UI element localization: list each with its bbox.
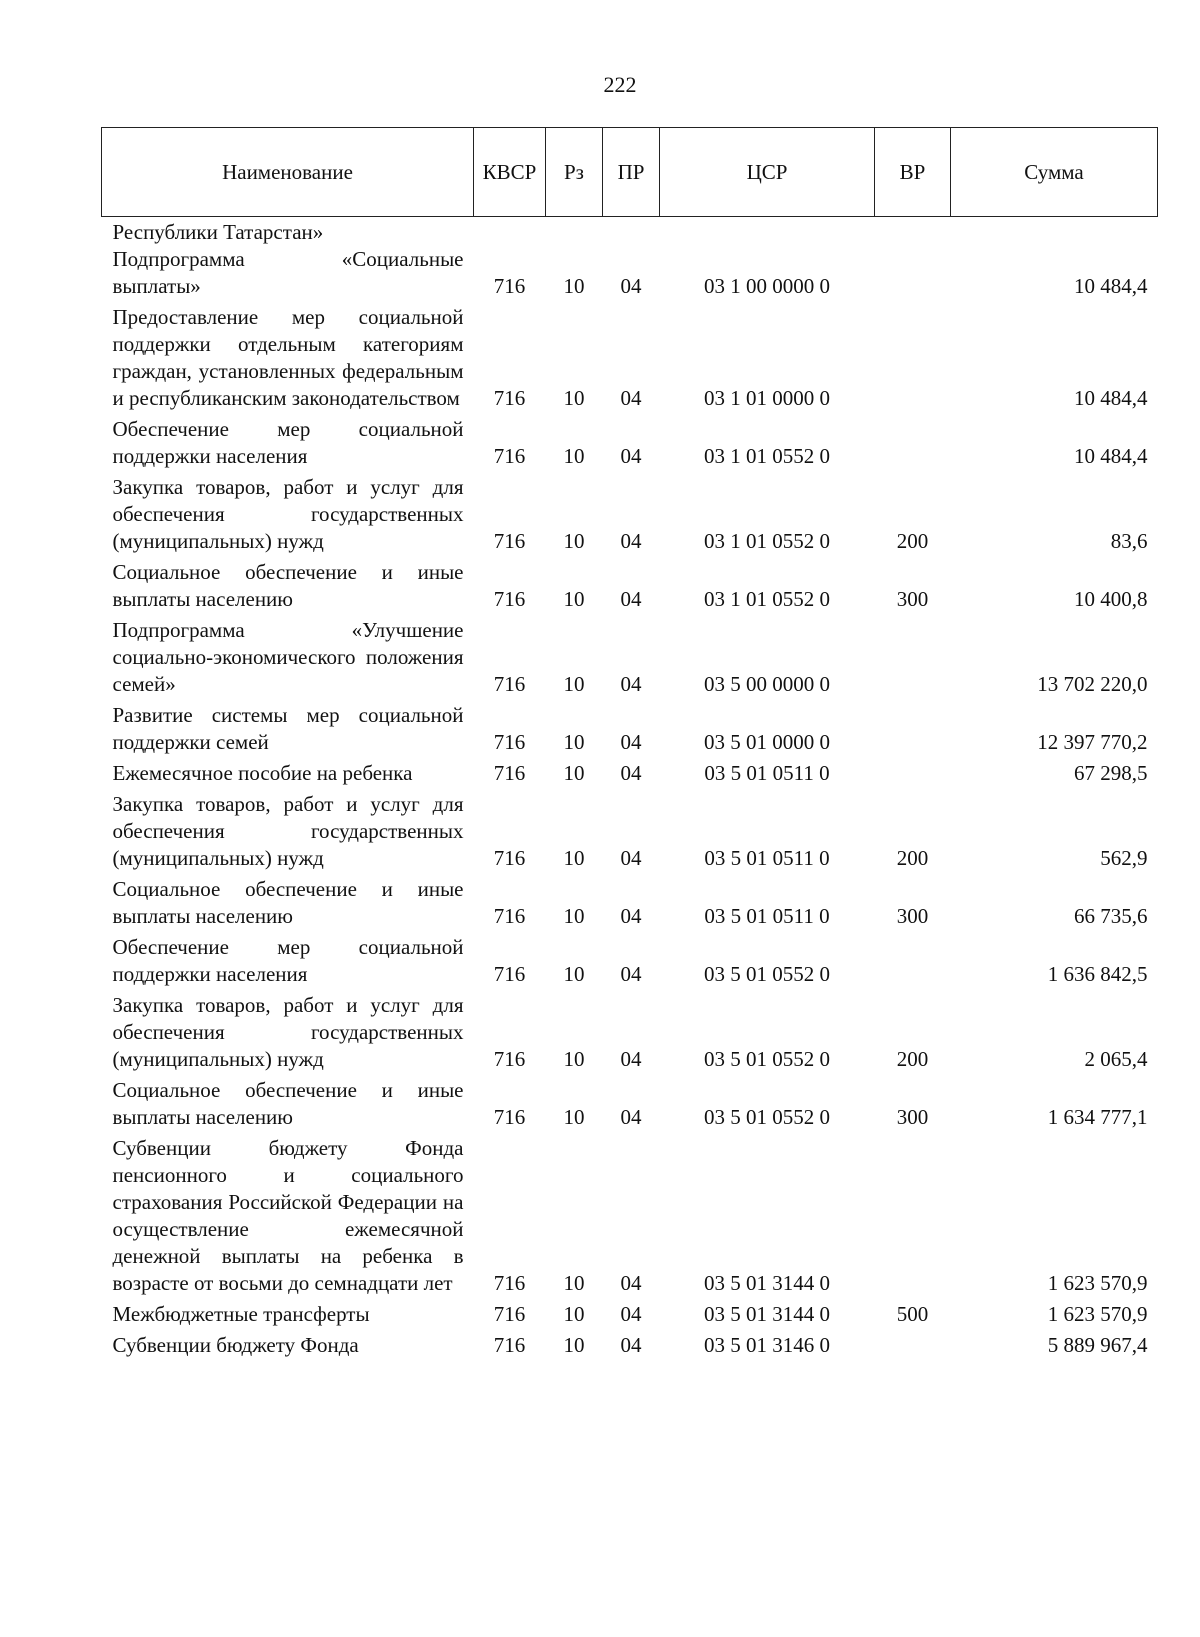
cell-pr: 04 xyxy=(620,587,642,611)
cell-pr: 04 xyxy=(620,444,642,468)
cell-csr: 03 1 01 0000 0 xyxy=(704,386,830,410)
cell-sum: 13 702 220,0 xyxy=(1037,672,1148,696)
header-kvsr: КВСР xyxy=(474,128,546,217)
cell-rz: 10 xyxy=(563,587,585,611)
cell-vr xyxy=(875,617,951,702)
page-number: 222 xyxy=(603,72,637,97)
cell-csr: 03 5 01 0511 0 xyxy=(704,761,830,785)
budget-table-container xyxy=(101,127,1157,1363)
cell-sum: 1 634 777,1 xyxy=(1047,1105,1148,1129)
cell-kvsr: 716 xyxy=(493,529,526,553)
table-row xyxy=(102,760,1158,791)
cell-rz: 10 xyxy=(563,386,585,410)
table-row xyxy=(102,934,1158,992)
cell-rz: 10 xyxy=(563,1047,585,1071)
cell-name: Закупка товаров, работ и услуг для обеспечения государственных (муниципальных) нужд xyxy=(112,475,464,553)
cell-kvsr: 716 xyxy=(493,1271,526,1295)
table-row xyxy=(102,559,1158,617)
cell-vr xyxy=(875,760,951,791)
cell-name: Субвенции бюджету Фонда пенсионного и социального страхования Российской Федерации на осуществление ежемесячной денежной выплаты на ребенка в возрасте от восьми до семнадцати лет xyxy=(112,1136,464,1295)
table-row xyxy=(102,1077,1158,1135)
cell-pr: 04 xyxy=(620,1047,642,1071)
cell-csr: 03 5 01 0552 0 xyxy=(704,1047,830,1071)
cell-pr: 04 xyxy=(620,904,642,928)
cell-name: Субвенции бюджету Фонда xyxy=(112,1333,359,1357)
budget-table xyxy=(101,127,1158,1363)
table-row xyxy=(102,617,1158,702)
cell-vr: 300 xyxy=(896,1105,929,1129)
cell-rz: 10 xyxy=(563,846,585,870)
cell-vr xyxy=(875,702,951,760)
cell-sum: 5 889 967,4 xyxy=(1047,1333,1148,1357)
cell-csr: 03 5 01 0552 0 xyxy=(704,962,830,986)
cell-rz: 10 xyxy=(563,1271,585,1295)
cell-vr: 500 xyxy=(896,1302,929,1326)
cell-csr: 03 5 01 0000 0 xyxy=(704,730,830,754)
table-row xyxy=(102,474,1158,559)
cell-csr: 03 5 01 0552 0 xyxy=(704,1105,830,1129)
cell-pr: 04 xyxy=(620,962,642,986)
cell-rz: 10 xyxy=(563,1105,585,1129)
cell-pr: 04 xyxy=(620,1271,642,1295)
cell-kvsr: 716 xyxy=(493,761,526,785)
cell-vr: 300 xyxy=(896,587,929,611)
cell-sum: 10 484,4 xyxy=(1074,274,1148,298)
cell-pr: 04 xyxy=(620,730,642,754)
cell-name: Ежемесячное пособие на ребенка xyxy=(112,761,413,785)
cell-kvsr: 716 xyxy=(493,962,526,986)
cell-sum: 12 397 770,2 xyxy=(1037,730,1148,754)
header-sum: Сумма xyxy=(951,128,1158,217)
cell-name: Социальное обеспечение и иные выплаты населению xyxy=(112,877,464,928)
cell-sum: 83,6 xyxy=(1110,529,1148,553)
cell-kvsr: 716 xyxy=(493,587,526,611)
cell-kvsr: 716 xyxy=(493,730,526,754)
cell-name: Закупка товаров, работ и услуг для обеспечения государственных (муниципальных) нужд xyxy=(112,993,464,1071)
table-row xyxy=(102,416,1158,474)
cell-name: Предоставление мер социальной поддержки отдельным категориям граждан, установленных федеральным и республиканским законодательством xyxy=(112,305,464,410)
cell-rz: 10 xyxy=(563,529,585,553)
cell-name: Обеспечение мер социальной поддержки населения xyxy=(112,935,464,986)
cell-csr: 03 1 01 0552 0 xyxy=(704,587,830,611)
cell-csr: 03 5 01 3144 0 xyxy=(704,1302,830,1326)
cell-sum: 10 484,4 xyxy=(1074,386,1148,410)
cell-name: Развитие системы мер социальной поддержки семей xyxy=(112,703,464,754)
cell-sum: 1 636 842,5 xyxy=(1047,962,1148,986)
table-row xyxy=(102,1301,1158,1332)
header-name: Наименование xyxy=(102,128,474,217)
cell-pr: 04 xyxy=(620,386,642,410)
cell-vr xyxy=(875,246,951,304)
cell-sum: 10 484,4 xyxy=(1074,444,1148,468)
cell-vr: 200 xyxy=(896,1047,929,1071)
cell-kvsr: 716 xyxy=(493,1333,526,1357)
cell-pr: 04 xyxy=(620,529,642,553)
header-vr: ВР xyxy=(875,128,951,217)
cell-sum: 66 735,6 xyxy=(1074,904,1148,928)
cell-pr: 04 xyxy=(620,761,642,785)
cell-csr: 03 1 00 0000 0 xyxy=(704,274,830,298)
table-row xyxy=(102,992,1158,1077)
cell-pr: 04 xyxy=(620,1105,642,1129)
cell-csr: 03 1 01 0552 0 xyxy=(704,444,830,468)
cell-kvsr: 716 xyxy=(493,274,526,298)
cell-rz: 10 xyxy=(563,730,585,754)
cell-sum: 562,9 xyxy=(1100,846,1148,870)
cell-vr xyxy=(875,416,951,474)
table-row xyxy=(102,1135,1158,1301)
header-csr: ЦСР xyxy=(660,128,875,217)
continuation-text: Республики Татарстан» xyxy=(112,220,324,244)
cell-vr xyxy=(875,1332,951,1363)
cell-pr: 04 xyxy=(620,1333,642,1357)
cell-csr: 03 1 01 0552 0 xyxy=(704,529,830,553)
continuation-row xyxy=(102,217,1158,247)
cell-kvsr: 716 xyxy=(493,672,526,696)
table-row xyxy=(102,876,1158,934)
cell-kvsr: 716 xyxy=(493,1302,526,1326)
table-row xyxy=(102,246,1158,304)
cell-name: Подпрограмма «Улучшение социально-экономического положения семей» xyxy=(112,618,464,696)
cell-rz: 10 xyxy=(563,904,585,928)
header-rz: Рз xyxy=(546,128,603,217)
cell-kvsr: 716 xyxy=(493,1105,526,1129)
cell-vr: 200 xyxy=(896,529,929,553)
cell-vr xyxy=(875,934,951,992)
cell-name: Социальное обеспечение и иные выплаты населению xyxy=(112,560,464,611)
cell-kvsr: 716 xyxy=(493,444,526,468)
cell-vr: 200 xyxy=(896,846,929,870)
cell-rz: 10 xyxy=(563,962,585,986)
cell-vr: 300 xyxy=(896,904,929,928)
cell-kvsr: 716 xyxy=(493,904,526,928)
cell-csr: 03 5 01 3146 0 xyxy=(704,1333,830,1357)
cell-name: Подпрограмма «Социальные выплаты» xyxy=(112,247,464,298)
cell-name: Закупка товаров, работ и услуг для обеспечения государственных (муниципальных) нужд xyxy=(112,792,464,870)
table-body xyxy=(102,217,1158,1364)
cell-pr: 04 xyxy=(620,274,642,298)
table-row xyxy=(102,791,1158,876)
cell-rz: 10 xyxy=(563,1302,585,1326)
cell-csr: 03 5 01 3144 0 xyxy=(704,1271,830,1295)
cell-csr: 03 5 00 0000 0 xyxy=(704,672,830,696)
cell-name: Социальное обеспечение и иные выплаты населению xyxy=(112,1078,464,1129)
cell-rz: 10 xyxy=(563,761,585,785)
cell-vr xyxy=(875,304,951,416)
cell-vr xyxy=(875,1135,951,1301)
cell-pr: 04 xyxy=(620,1302,642,1326)
table-row xyxy=(102,304,1158,416)
cell-rz: 10 xyxy=(563,1333,585,1357)
cell-sum: 2 065,4 xyxy=(1084,1047,1148,1071)
cell-kvsr: 716 xyxy=(493,846,526,870)
cell-pr: 04 xyxy=(620,846,642,870)
cell-name: Межбюджетные трансферты xyxy=(112,1302,370,1326)
header-pr: ПР xyxy=(603,128,660,217)
cell-kvsr: 716 xyxy=(493,386,526,410)
cell-name: Обеспечение мер социальной поддержки населения xyxy=(112,417,464,468)
cell-sum: 10 400,8 xyxy=(1074,587,1148,611)
cell-rz: 10 xyxy=(563,444,585,468)
cell-rz: 10 xyxy=(563,672,585,696)
table-header xyxy=(102,128,1158,217)
cell-sum: 1 623 570,9 xyxy=(1047,1302,1148,1326)
cell-csr: 03 5 01 0511 0 xyxy=(704,846,830,870)
table-row xyxy=(102,1332,1158,1363)
cell-kvsr: 716 xyxy=(493,1047,526,1071)
cell-csr: 03 5 01 0511 0 xyxy=(704,904,830,928)
cell-rz: 10 xyxy=(563,274,585,298)
cell-sum: 67 298,5 xyxy=(1074,761,1148,785)
cell-pr: 04 xyxy=(620,672,642,696)
cell-sum: 1 623 570,9 xyxy=(1047,1271,1148,1295)
table-row xyxy=(102,702,1158,760)
